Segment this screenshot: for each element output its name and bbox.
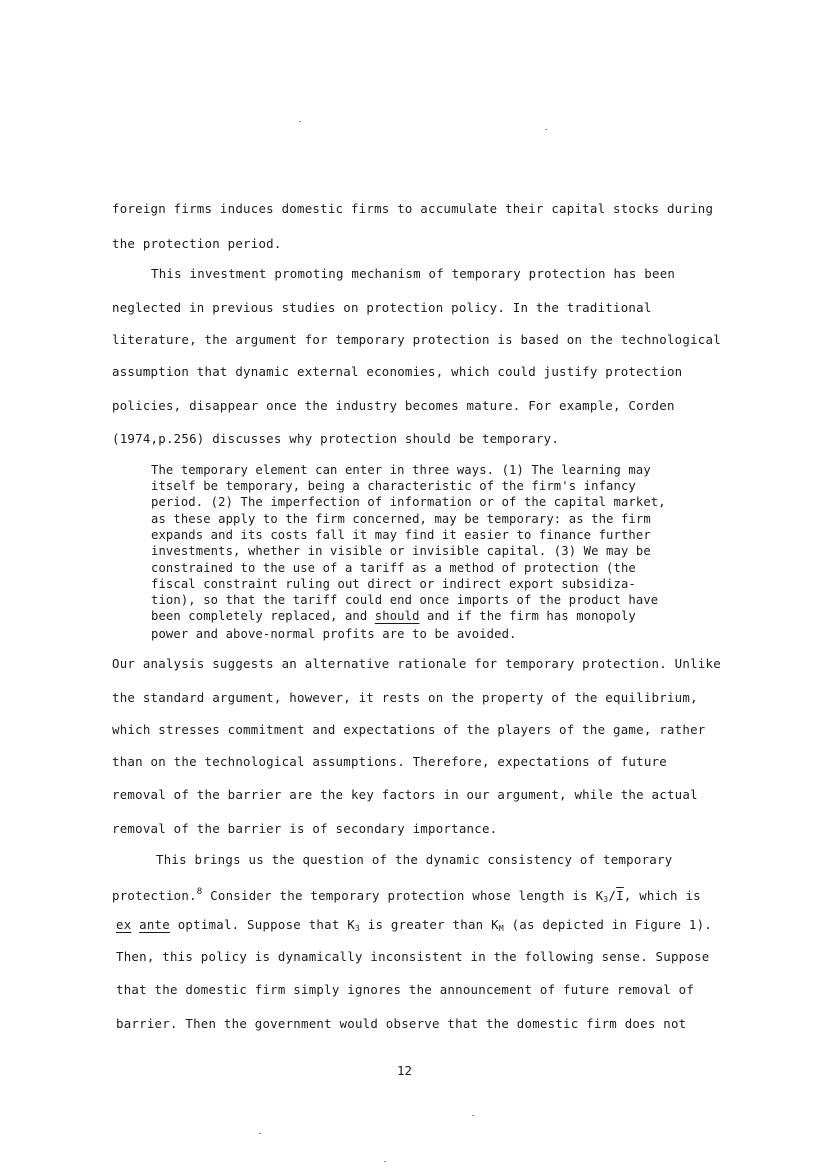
body-text-line: Our analysis suggests an alternative rationale for temporary protection. Unlike: [112, 656, 721, 671]
page-number: 12: [397, 1063, 412, 1078]
quote-line: The temporary element can enter in three ways. (1) The learning may: [151, 463, 651, 477]
body-text-line: the protection period.: [112, 236, 282, 251]
body-text: optimal. Suppose that K: [169, 917, 355, 932]
body-text-line: removal of the barrier are the key factors in our argument, while the actual: [112, 787, 698, 802]
scan-speck: [472, 1115, 474, 1116]
body-text-line: [112, 884, 701, 908]
body-text-line: This brings us the question of the dynamic consistency of temporary: [156, 852, 673, 867]
underlined-word: should: [374, 609, 420, 623]
body-text-line: This investment promoting mechanism of temporary protection has been: [151, 266, 676, 281]
subscript: M: [498, 924, 504, 933]
body-text: , which is: [623, 888, 701, 903]
quote-line: period. (2) The imperfection of information or of the capital market,: [151, 495, 666, 509]
body-text: protection.: [112, 888, 197, 903]
body-text-line: policies, disappear once the industry becomes mature. For example, Corden: [112, 398, 675, 413]
body-text: Consider the temporary protection whose length is K: [202, 888, 604, 903]
body-text-line: that the domestic firm simply ignores the announcement of future removal of: [116, 982, 695, 997]
body-text-line: removal of the barrier is of secondary importance.: [112, 821, 498, 836]
quote-line: [151, 608, 636, 624]
footnote-marker: 8: [196, 887, 203, 897]
italic-term: ex: [116, 917, 132, 932]
subscript: 3: [354, 924, 361, 933]
quote-text: been completely replaced, and: [151, 609, 375, 623]
body-text-line: assumption that dynamic external economies, which could justify protection: [112, 364, 683, 379]
scan-speck: [259, 1133, 261, 1134]
quote-line: expands and its costs fall it may find it easier to finance further: [151, 528, 651, 542]
body-text-line: (1974,p.256) discusses why protection should be temporary.: [112, 431, 560, 446]
body-text: (as depicted in Figure 1).: [503, 917, 713, 932]
italic-term: ante: [139, 917, 170, 932]
body-text-line: the standard argument, however, it rests on the property of the equilibrium,: [112, 690, 698, 705]
quote-text: and if the firm has monopoly: [419, 609, 636, 623]
scan-speck: [545, 129, 547, 130]
scan-speck: [384, 1161, 386, 1162]
body-text-line: foreign firms induces domestic firms to accumulate their capital stocks during: [112, 201, 714, 216]
scan-speck: [299, 121, 301, 122]
quote-line: itself be temporary, being a characteristic of the firm's infancy: [151, 479, 636, 493]
body-text-line: neglected in previous studies on protection policy. In the traditional: [112, 300, 652, 315]
quote-line: constrained to the use of a tariff as a method of protection (the: [151, 561, 636, 575]
quote-line: as these apply to the firm concerned, may be temporary: as the firm: [151, 512, 651, 526]
body-text: is greater than K: [360, 917, 499, 932]
quote-line: power and above-normal profits are to be avoided.: [151, 627, 517, 641]
body-text-line: which stresses commitment and expectations of the players of the game, rather: [112, 722, 706, 737]
body-text: /: [608, 888, 617, 903]
subscript: 3: [603, 895, 609, 904]
overlined-symbol: $\overline{I}$: [616, 888, 624, 903]
body-text-line: Then, this policy is dynamically inconsistent in the following sense. Suppose: [116, 949, 710, 964]
body-text-line: literature, the argument for temporary protection is based on the technological: [112, 332, 721, 347]
body-text-line: than on the technological assumptions. Therefore, expectations of future: [112, 754, 667, 769]
quote-line: tion), so that the tariff could end once imports of the product have: [151, 593, 659, 607]
body-text-line: [116, 917, 712, 937]
quote-line: investments, whether in visible or invisible capital. (3) We may be: [151, 544, 651, 558]
quote-line: fiscal constraint ruling out direct or indirect export subsidiza-: [151, 577, 636, 591]
body-text-line: barrier. Then the government would observe that the domestic firm does not: [116, 1016, 687, 1031]
